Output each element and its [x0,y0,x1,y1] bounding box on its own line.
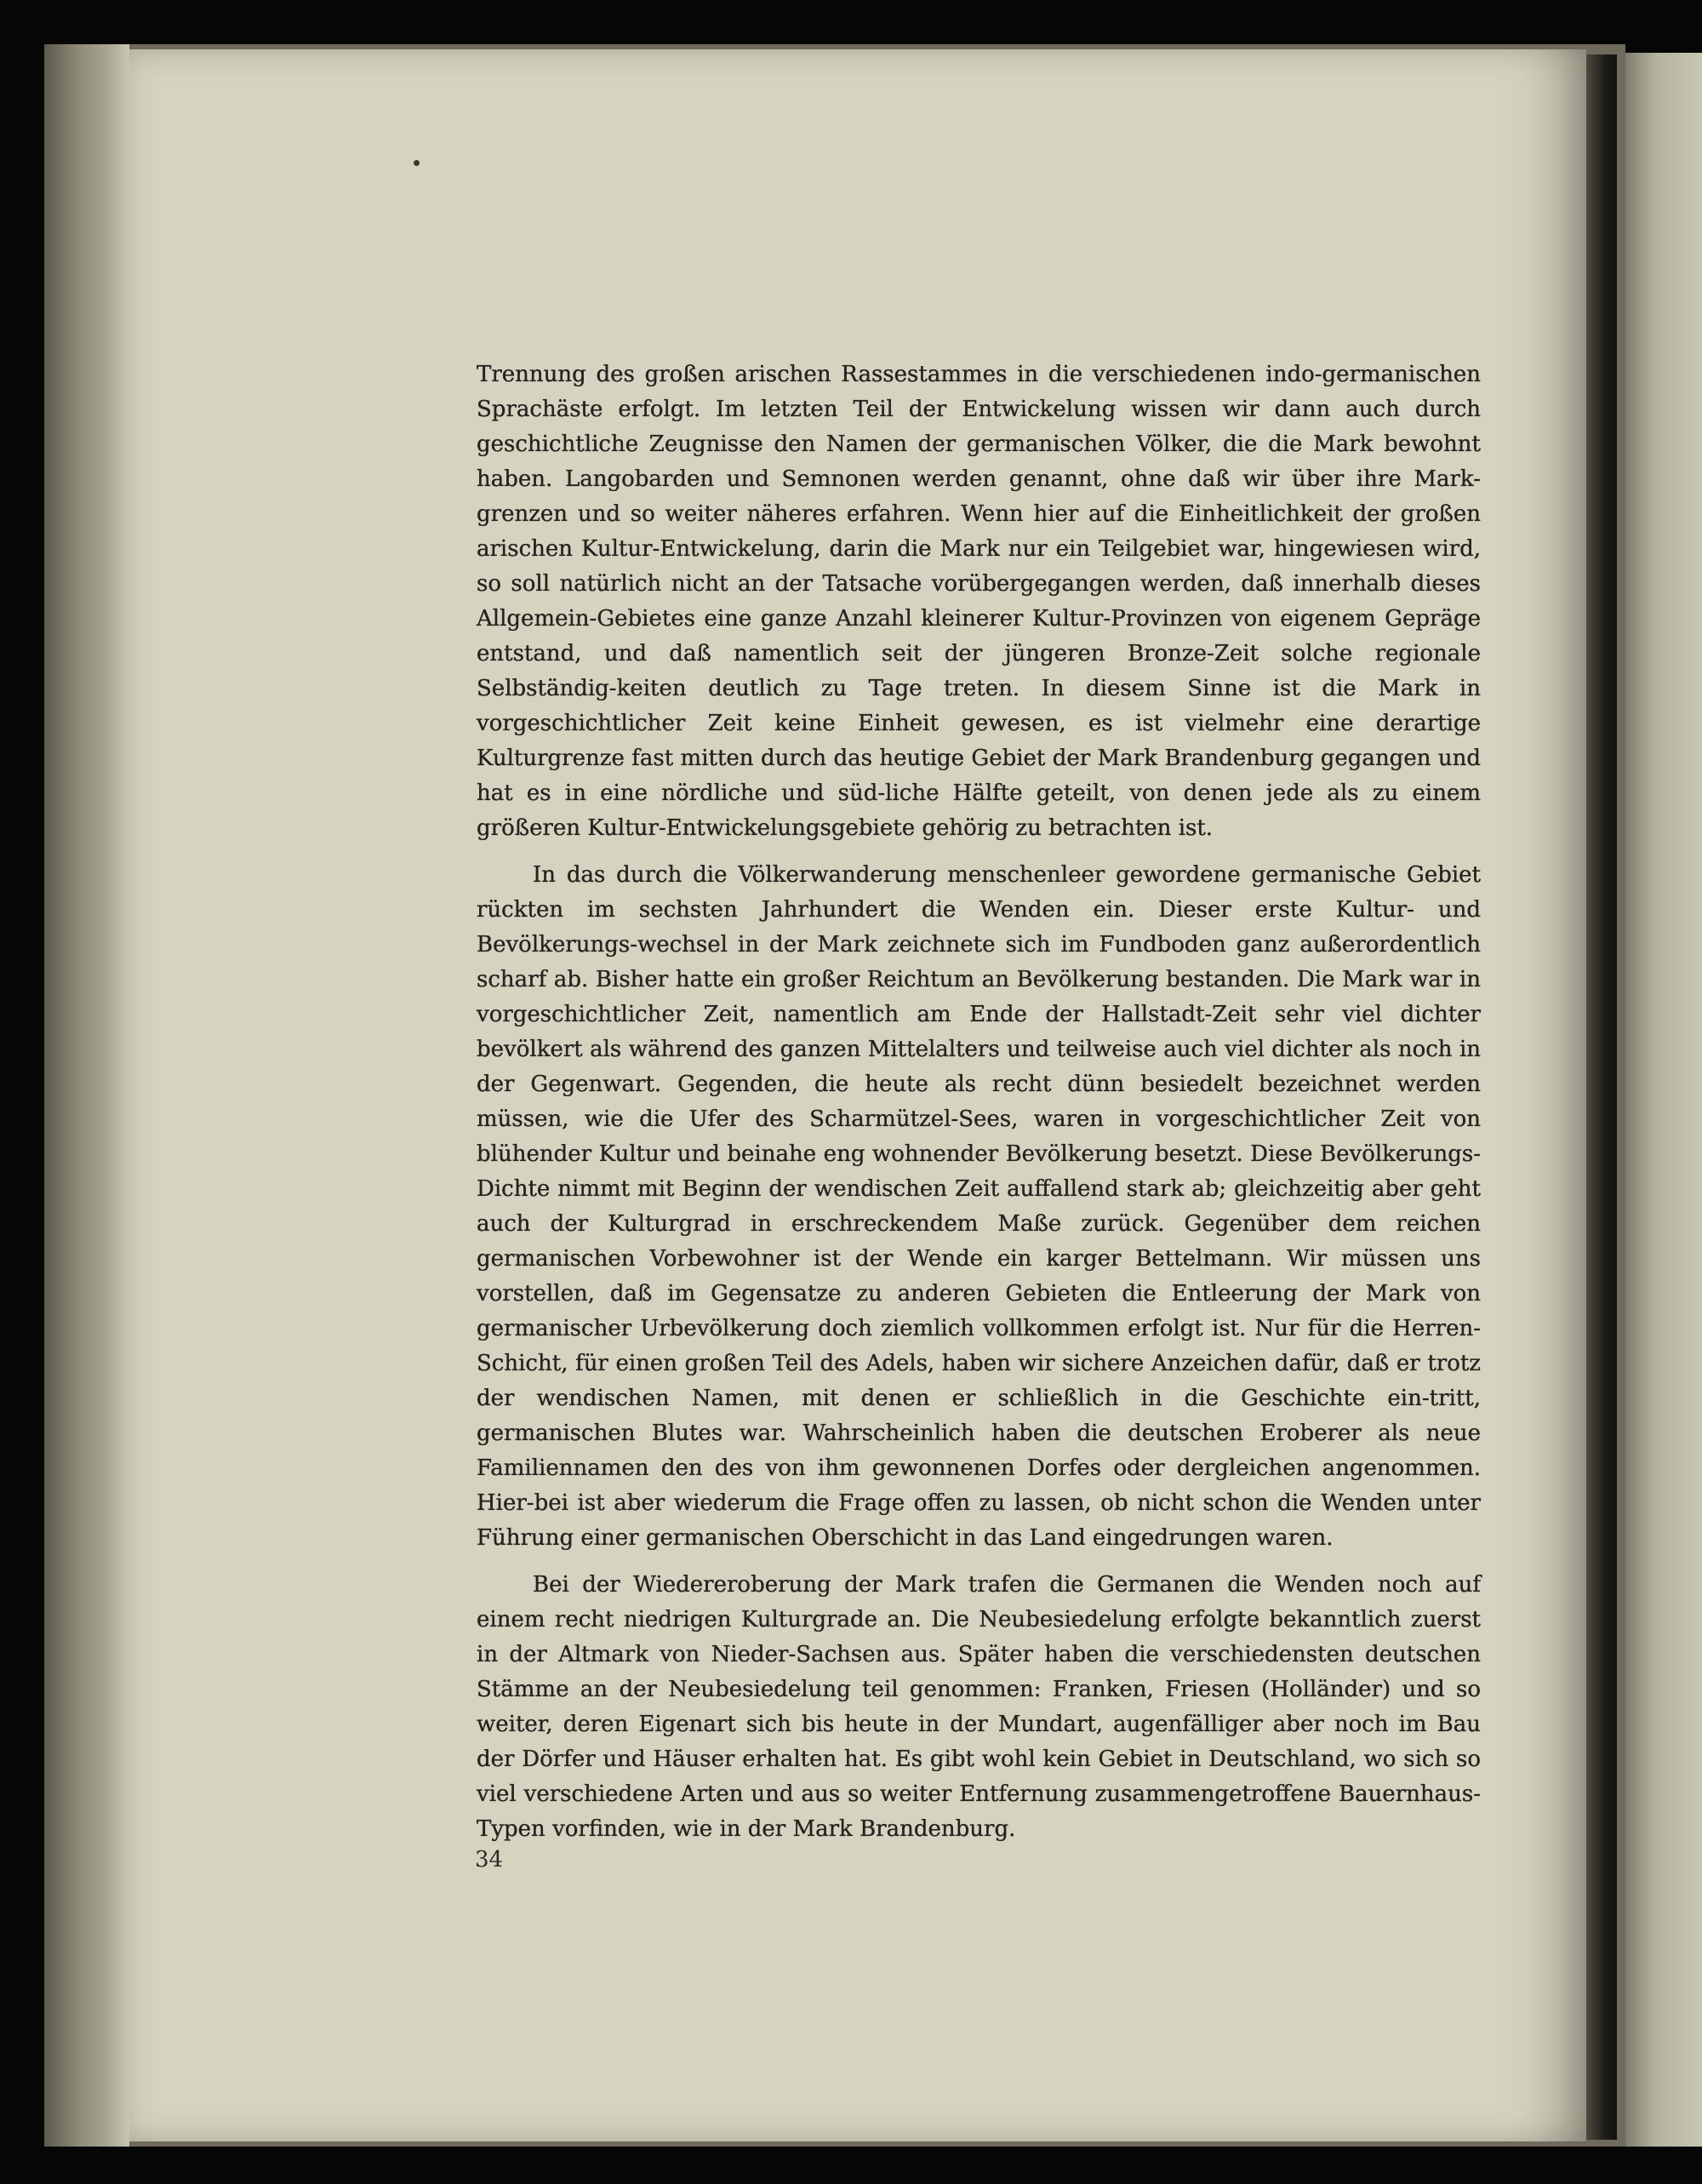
body-text [477,357,1481,1859]
page-number: 34 [475,1847,504,1872]
page-edge-left [44,44,129,2147]
paper-speck [414,160,420,166]
next-page-edge [1625,53,1702,2147]
paragraph-2: In das durch die Völkerwanderung menschenleer gewordene germanische Gebiet rückten im sechsten Jahrhundert die Wenden ein. Dieser erste Kultur- und Bevölkerungs-wechsel in der Mark zeichnete sich im Fundboden ganz außerordentlich scharf ab. Bisher hatte ein großer Reichtum an Bevölkerung bestanden. Die Mark war in vorgeschichtlicher Zeit, namentlich am Ende der Hallstadt-Zeit sehr viel dichter bevölkert als während des ganzen Mittelalters und teilweise auch viel dichter als noch in der Gegenwart. Gegenden, die heute als recht dünn besiedelt bezeichnet werden müssen, wie die Ufer des Scharmützel-Sees, waren in vorgeschichtlicher Zeit von blühender Kultur und beinahe eng wohnender Bevölkerung besetzt. Diese Bevölkerungs-Dichte nimmt mit Beginn der wendischen Zeit auffallend stark ab; gleichzeitig aber geht auch der Kulturgrad in erschreckendem Maße zurück. Gegenüber dem reichen germanischen Vorbewohner ist der Wende ein karger Bettelmann. Wir müssen uns vorstellen, daß im Gegensatze zu anderen Gebieten die Entleerung der Mark von germanischer Urbevölkerung doch ziemlich vollkommen erfolgt ist. Nur für die Herren-Schicht, für einen großen Teil des Adels, haben wir sichere Anzeichen dafür, daß er trotz der wendischen Namen, mit denen er schließlich in die Geschichte ein-tritt, germanischen Blutes war. Wahrscheinlich haben die deutschen Eroberer als neue Familiennamen den des von ihm gewonnenen Dorfes oder dergleichen angenommen. Hier-bei ist aber wiederum die Frage offen zu lassen, ob nicht schon die Wenden unter Führung einer germanischen Oberschicht in das Land eingedrungen waren. [477,862,1481,1551]
book-gutter [1586,54,1617,2140]
paragraph-3: Bei der Wiedereroberung der Mark trafen die Germanen die Wenden noch auf einem recht niedrigen Kulturgrade an. Die Neubesiedelung erfolgte bekanntlich zuerst in der Altmark von Nieder-Sachsen aus. Später haben die verschiedensten deutschen Stämme an der Neubesiedelung teil genommen: Franken, Friesen (Holländer) und so weiter, deren Eigenart sich bis heute in der Mundart, augenfälliger aber noch im Bau der Dörfer und Häuser erhalten hat. Es gibt wohl kein Gebiet in Deutschland, wo sich so viel verschiedene Arten und aus so weiter Entfernung zusammengetroffene Bauernhaus-Typen vorfinden, wie in der Mark Brandenburg. [477,1572,1481,1842]
paragraph-1: Trennung des großen arischen Rassestammes in die verschiedenen indo-germanischen Sprachäste erfolgt. Im letzten Teil der Entwickelung wissen wir dann auch durch geschichtliche Zeugnisse den Namen der germanischen Völker, die die Mark bewohnt haben. Langobarden und Semnonen werden genannt, ohne daß wir über ihre Mark-grenzen und so weiter näheres erfahren. Wenn hier auf die Einheitlichkeit der großen arischen Kultur-Entwickelung, darin die Mark nur ein Teilgebiet war, hingewiesen wird, so soll natürlich nicht an der Tatsache vorübergegangen werden, daß innerhalb dieses Allgemein-Gebietes eine ganze Anzahl kleinerer Kultur-Provinzen von eigenem Gepräge entstand, und daß namentlich seit der jüngeren Bronze-Zeit solche regionale Selbständig-keiten deutlich zu Tage treten. In diesem Sinne ist die Mark in vorgeschichtlicher Zeit keine Einheit gewesen, es ist vielmehr eine derartige Kulturgrenze fast mitten durch das heutige Gebiet der Mark Brandenburg gegangen und hat es in eine nördliche und süd-liche Hälfte geteilt, von denen jede als zu einem größeren Kultur-Entwickelungsgebiete gehörig zu betrachten ist. [477,362,1481,841]
